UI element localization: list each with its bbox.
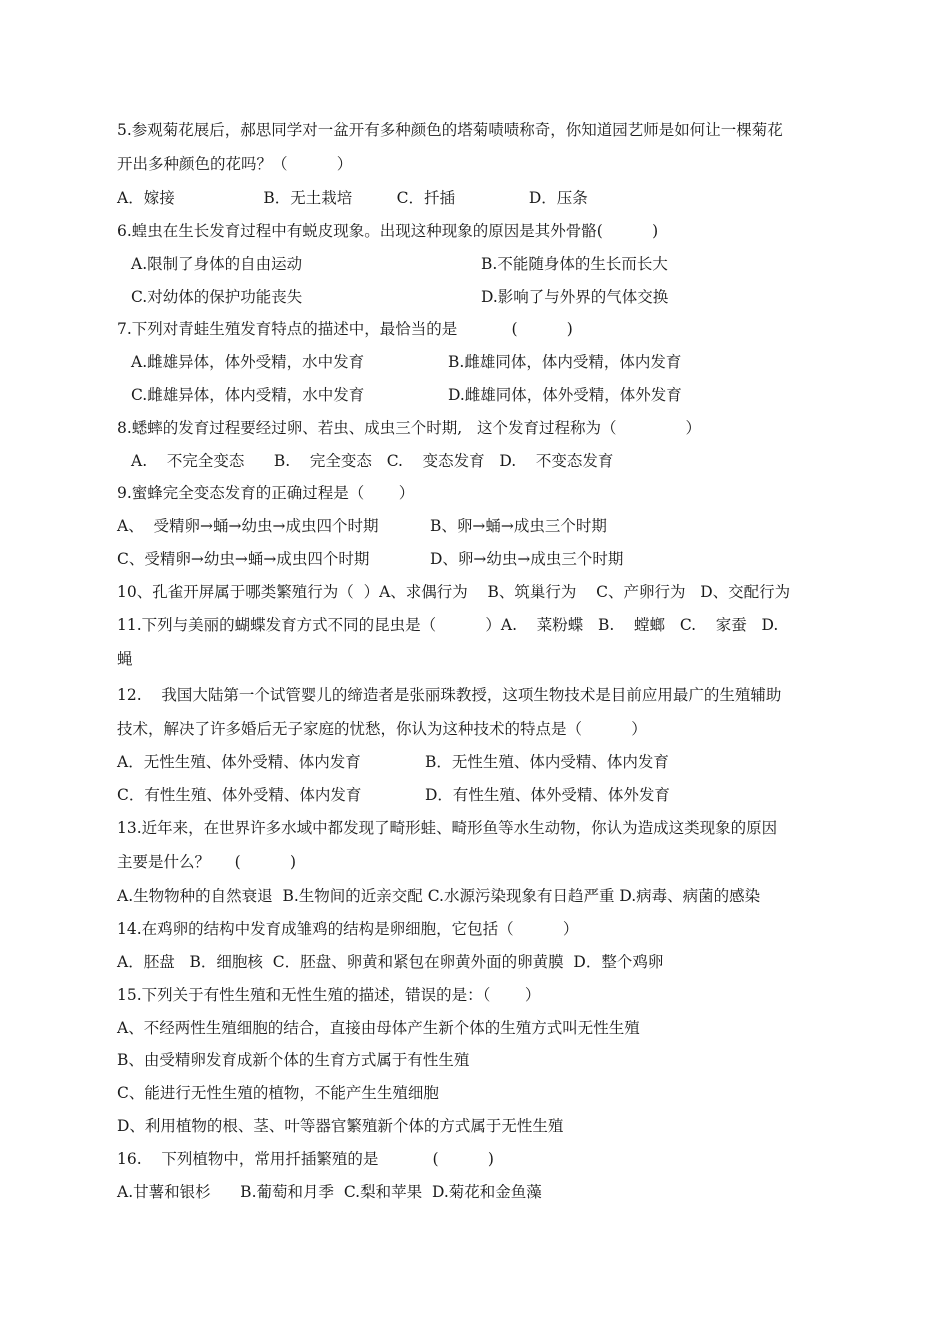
q12-option-a: A．无性生殖、体外受精、体内发育 (117, 753, 361, 771)
q6-option-b: B.不能随身体的生长而长大 (481, 255, 668, 273)
q7-option-c: C.雌雄异体，体内受精，水中发育 (131, 386, 365, 404)
q5-stem-line1: 5.参观菊花展后，郝思同学对一盆开有多种颜色的塔菊啧啧称奇，你知道园艺师是如何让一棵菊花 (117, 121, 783, 139)
q11-line2: 蝇 (117, 650, 133, 668)
q14-stem: 14.在鸡卵的结构中发育成雏鸡的结构是卵细胞，它包括（ ） (117, 920, 579, 938)
q9-option-c: C、受精卵→幼虫→蛹→成虫四个时期 (117, 550, 370, 568)
q15-option-c: C、能进行无性生殖的植物，不能产生生殖细胞 (117, 1084, 439, 1102)
q15-option-b: B、由受精卵发育成新个体的生育方式属于有性生殖 (117, 1051, 470, 1069)
q12-line2: 技术，解决了许多婚后无子家庭的忧愁，你认为这种技术的特点是（ ） (117, 720, 647, 738)
q6-option-c: C.对幼体的保护功能丧失 (131, 288, 303, 306)
q9-option-b: B、卵→蛹→成虫三个时期 (430, 517, 607, 535)
q7-option-a: A.雌雄异体，体外受精，水中发育 (131, 353, 365, 371)
q12-option-d: D．有性生殖、体外受精、体外发育 (425, 786, 670, 804)
q9-option-a: A、 受精卵→蛹→幼虫→成虫四个时期 (117, 517, 379, 535)
q16-options: A.甘薯和银杉 B.葡萄和月季 C.梨和苹果 D.菊花和金鱼藻 (117, 1183, 542, 1201)
q13-line2: 主要是什么？ ( ) (117, 853, 296, 871)
q8-stem: 8.蟋蟀的发育过程要经过卵、若虫、成虫三个时期, 这个发育过程称为（ ） (117, 419, 701, 437)
q14-options: A．胚盘 B．细胞核 C．胚盘、卵黄和紧包在卵黄外面的卵黄膜 D．整个鸡卵 (117, 953, 664, 971)
q12-option-c: C．有性生殖、体外受精、体内发育 (117, 786, 362, 804)
q6-option-d: D.影响了与外界的气体交换 (481, 288, 669, 306)
q12-option-b: B．无性生殖、体内受精、体内发育 (425, 753, 669, 771)
q7-stem: 7.下列对青蛙生殖发育特点的描述中，最恰当的是 ( ) (117, 320, 573, 338)
q13-line1: 13.近年来，在世界许多水域中都发现了畸形蛙、畸形鱼等水生动物，你认为造成这类现象的原因 (117, 819, 778, 837)
q13-options: A.生物物种的自然衰退 B.生物间的近亲交配 C.水源污染现象有日趋严重 D.病毒、病菌的感染 (117, 887, 761, 905)
q8-options: A. 不完全变态 B. 完全变态 C. 变态发育 D. 不变态发育 (131, 452, 614, 470)
q5-stem-line2: 开出多种颜色的花吗？（ ） (117, 155, 353, 173)
q7-option-d: D.雌雄同体，体外受精，体外发育 (448, 386, 682, 404)
q10-line: 10、孔雀开屏属于哪类繁殖行为（ ）A、求偶行为 B、筑巢行为 C、产卵行为 D、交配行为 (117, 583, 791, 601)
q16-stem: 16. 下列植物中，常用扦插繁殖的是 ( ) (117, 1150, 494, 1168)
q11-line1: 11.下列与美丽的蝴蝶发育方式不同的昆虫是（ ）A. 菜粉蝶 B. 螳螂 C. 家蚕 D. (117, 616, 779, 634)
q12-line1: 12. 我国大陆第一个试管婴儿的缔造者是张丽珠教授，这项生物技术是目前应用最广的生殖辅助 (117, 686, 782, 704)
q7-option-b: B.雌雄同体，体内受精，体内发育 (448, 353, 682, 371)
q9-stem: 9.蜜蜂完全变态发育的正确过程是（ ） (117, 484, 415, 502)
q6-option-a: A.限制了身体的自由运动 (131, 255, 303, 273)
q6-stem: 6.蝗虫在生长发育过程中有蜕皮现象。出现这种现象的原因是其外骨骼( ) (117, 222, 659, 240)
q15-option-a: A、不经两性生殖细胞的结合，直接由母体产生新个体的生殖方式叫无性生殖 (117, 1019, 640, 1037)
q15-option-d: D、利用植物的根、茎、叶等器官繁殖新个体的方式属于无性生殖 (117, 1117, 564, 1135)
q5-options: A．嫁接 B．无土栽培 C．扦插 D．压条 (117, 189, 588, 207)
q9-option-d: D、卵→幼虫→成虫三个时期 (430, 550, 624, 568)
q15-stem: 15.下列关于有性生殖和无性生殖的描述，错误的是：（ ） (117, 986, 541, 1004)
